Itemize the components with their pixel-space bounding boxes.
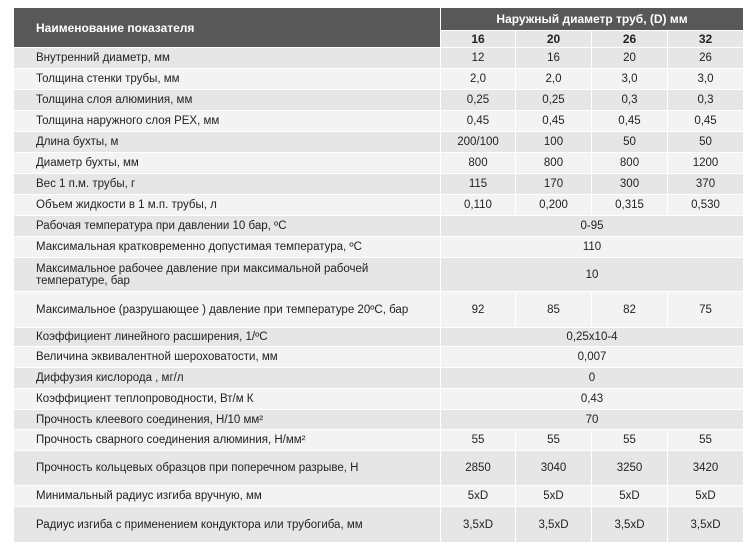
parameter-value: 3,0 <box>668 69 744 90</box>
table-row <box>14 328 744 347</box>
table-row <box>14 216 744 237</box>
parameter-value: 3250 <box>592 451 668 486</box>
parameter-value: 12 <box>441 48 516 69</box>
parameter-value: 0,25 <box>516 90 592 111</box>
table-row <box>14 389 744 410</box>
parameter-value: 0,45 <box>668 111 744 132</box>
parameter-value: 16 <box>516 48 592 69</box>
parameter-name: Коэффициент теплопроводности, Вт/м К <box>14 389 441 410</box>
table-row <box>14 410 744 430</box>
parameter-value: 370 <box>668 174 744 195</box>
parameter-value: 200/100 <box>441 132 516 153</box>
parameter-name: Рабочая температура при давлении 10 бар, ºС <box>14 216 441 237</box>
parameter-value: 82 <box>592 292 668 328</box>
parameter-name: Прочность клеевого соединения, Н/10 мм² <box>14 410 441 430</box>
parameter-value: 3040 <box>516 451 592 486</box>
parameter-name: Максимальная кратковременно допустимая температура, ºС <box>14 237 441 258</box>
parameter-value: 55 <box>592 430 668 451</box>
parameter-value: 3,5xD <box>668 507 744 543</box>
parameter-value: 300 <box>592 174 668 195</box>
parameter-value: 50 <box>668 132 744 153</box>
parameter-value-merged: 110 <box>441 237 744 258</box>
table-row <box>14 174 744 195</box>
header-diameter: 20 <box>516 31 592 48</box>
parameter-name: Диаметр бухты, мм <box>14 153 441 174</box>
table-row <box>14 507 744 543</box>
parameter-name: Диффузия кислорода , мг/л <box>14 368 441 389</box>
table-row <box>14 48 744 69</box>
table-row <box>14 451 744 486</box>
header-diameter: 16 <box>441 31 516 48</box>
parameter-value: 170 <box>516 174 592 195</box>
parameter-name: Минимальный радиус изгиба вручную, мм <box>14 486 441 507</box>
table-row <box>14 237 744 258</box>
table-row <box>14 368 744 389</box>
table-row <box>14 132 744 153</box>
parameter-value: 55 <box>516 430 592 451</box>
parameter-name: Прочность сварного соединения алюминия, Н/мм² <box>14 430 441 451</box>
parameter-value: 55 <box>441 430 516 451</box>
parameter-value: 115 <box>441 174 516 195</box>
table-row <box>14 430 744 451</box>
parameter-value-merged: 0,007 <box>441 347 744 368</box>
parameter-value: 2,0 <box>441 69 516 90</box>
parameter-name: Длина бухты, м <box>14 132 441 153</box>
parameter-value-merged: 0 <box>441 368 744 389</box>
parameter-value: 0,3 <box>592 90 668 111</box>
table-row <box>14 347 744 368</box>
table-body <box>14 48 744 543</box>
header-outer-diameter: Наружный диаметр труб, (D) мм <box>441 8 744 31</box>
parameter-value: 800 <box>516 153 592 174</box>
parameter-value: 0,45 <box>441 111 516 132</box>
parameter-value: 2,0 <box>516 69 592 90</box>
parameter-value: 0,110 <box>441 195 516 216</box>
parameter-name: Прочность кольцевых образцов при поперечном разрыве, Н <box>14 451 441 486</box>
table-row <box>14 69 744 90</box>
table-row <box>14 153 744 174</box>
parameter-value: 3,5xD <box>592 507 668 543</box>
parameter-name: Толщина наружного слоя PEX, мм <box>14 111 441 132</box>
parameter-name: Толщина стенки трубы, мм <box>14 69 441 90</box>
parameter-value: 20 <box>592 48 668 69</box>
header-parameter-name: Наименование показателя <box>14 8 441 48</box>
parameter-value-merged: 70 <box>441 410 744 430</box>
parameter-value: 800 <box>592 153 668 174</box>
parameter-value: 0,45 <box>516 111 592 132</box>
parameter-value: 800 <box>441 153 516 174</box>
parameter-value: 0,45 <box>592 111 668 132</box>
parameter-value: 0,200 <box>516 195 592 216</box>
pipe-specifications-table <box>13 7 744 543</box>
parameter-name: Радиус изгиба с применением кондуктора или трубогиба, мм <box>14 507 441 543</box>
parameter-name: Внутренний диаметр, мм <box>14 48 441 69</box>
table-row <box>14 486 744 507</box>
parameter-value: 55 <box>668 430 744 451</box>
parameter-name: Объем жидкости в 1 м.п. трубы, л <box>14 195 441 216</box>
parameter-value: 3,5xD <box>516 507 592 543</box>
table-row <box>14 258 744 292</box>
table-row <box>14 90 744 111</box>
parameter-name: Максимальное (разрушающее ) давление при температуре 20ºС, бар <box>14 292 441 328</box>
parameter-value-merged: 0-95 <box>441 216 744 237</box>
parameter-name: Вес 1 п.м. трубы, г <box>14 174 441 195</box>
parameter-value: 75 <box>668 292 744 328</box>
parameter-name: Максимальное рабочее давление при максимальной рабочей температуре, бар <box>14 258 441 292</box>
parameter-value: 5xD <box>441 486 516 507</box>
parameter-value: 92 <box>441 292 516 328</box>
parameter-value: 26 <box>668 48 744 69</box>
parameter-value: 3,0 <box>592 69 668 90</box>
table-row <box>14 195 744 216</box>
parameter-value: 1200 <box>668 153 744 174</box>
parameter-name: Величина эквивалентной шероховатости, мм <box>14 347 441 368</box>
parameter-value: 2850 <box>441 451 516 486</box>
header-diameter: 32 <box>668 31 744 48</box>
parameter-value: 5xD <box>592 486 668 507</box>
parameter-name: Толщина слоя алюминия, мм <box>14 90 441 111</box>
parameter-value: 5xD <box>516 486 592 507</box>
parameter-value-merged: 0,25х10-4 <box>441 328 744 347</box>
parameter-name: Коэффициент линейного расширения, 1/ºС <box>14 328 441 347</box>
parameter-value: 5xD <box>668 486 744 507</box>
parameter-value: 3,5xD <box>441 507 516 543</box>
parameter-value: 0,315 <box>592 195 668 216</box>
parameter-value-merged: 10 <box>441 258 744 292</box>
parameter-value: 0,3 <box>668 90 744 111</box>
header-diameter: 26 <box>592 31 668 48</box>
parameter-value-merged: 0,43 <box>441 389 744 410</box>
parameter-value: 50 <box>592 132 668 153</box>
spec-table-container <box>13 7 743 543</box>
parameter-value: 85 <box>516 292 592 328</box>
table-row <box>14 292 744 328</box>
parameter-value: 100 <box>516 132 592 153</box>
table-row <box>14 111 744 132</box>
parameter-value: 0,530 <box>668 195 744 216</box>
parameter-value: 0,25 <box>441 90 516 111</box>
parameter-value: 3420 <box>668 451 744 486</box>
